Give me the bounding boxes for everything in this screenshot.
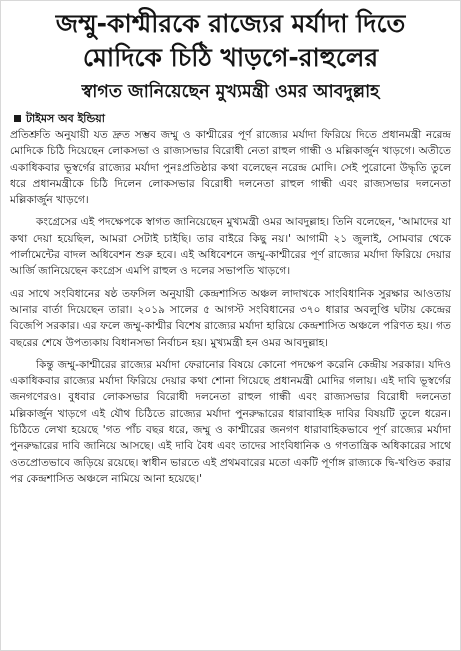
article-paragraph-2: কংগ্রেসের এই পদক্ষেপকে স্বাগত জানিয়েছেন মুখ্যমন্ত্রী ওমর আবদুল্লাহ। তিনি বলেছেন, 'আমাদের যা কথা দেয়া হয়েছিল, আমরা সেটাই চাইছি। তার বাইরে কিছু নয়।' আগামী ২১ জুলাই, সোমবার থেকে পার্লামেন্টের বাদল অধিবেশন শুরু হবে। এই অধিবেশনে জম্মু-কাশ্মীরের পূর্ণ রাজ্যের মর্যাদা ফিরিয়ে দেয়ার আর্জি জানিয়েছেন কংগ্রেস এমপি রাহুল ও দলের সভাপতি খাড়গে। [10,216,451,278]
headline-line-1: জম্মু-কাশ্মীরকে রাজ্যের মর্যাদা দিতে [55,9,406,38]
headline-line-2: মোদিকে চিঠি খাড়গে-রাহুলের [82,43,379,72]
square-bullet-icon [14,115,21,122]
article-paragraph-1: প্রতিশ্রুতি অনুযায়ী যত দ্রুত সম্ভব জম্মু ও কাশ্মীরের পূর্ণ রাজ্যের মর্যাদা ফিরিয়ে দিতে প্রধানমন্ত্রী নরেন্দ্র মোদিকে চিঠি দিয়েছেন লোকসভা ও রাজ্যসভার বিরোধী নেতা রাহুল গান্ধী ও মল্লিকার্জুন খাড়গে। অতীতে একাধিকবার ভূস্বর্গের রাজ্যের মর্যাদা পুনঃপ্রতিষ্ঠার কথা বলেছেন নরেন্দ্র মোদি। সেই পুরোনো উদ্ধৃতি তুলে ধরে প্রধানমন্ত্রীকে চিঠি দিলেন লোকসভার বিরোধী দলনেতা রাহুল গান্ধী এবং রাজ্যসভার দলনেতা মল্লিকার্জুন খাড়গে। [10,129,451,207]
subheadline: স্বাগত জানিয়েছেন মুখ্যমন্ত্রী ওমর আবদুল্লাহ [81,82,380,102]
article-paragraph-3: এর সাথে সংবিধানের ষষ্ঠ তফসিল অনুযায়ী কেন্দ্রশাসিত অঞ্চল লাদাখকে সাংবিধানিক সুরক্ষার আওতায় আনার বার্তা দিয়েছেন তারা। ২০১৯ সালের ৫ আগস্ট সংবিধানের ৩৭০ ধারার অবলুপ্তি ঘটায় কেন্দ্রের বিজেপি সরকার। এর ফলে জম্মু-কাশ্মীর বিশেষ রাজ্যের মর্যাদা হারিয়ে কেন্দ্রশাসিত অঞ্চলে পরিণত হয়। গত বছরের শেষে উপত্যকায় বিধানসভা নির্বাচন হয়। মুখ্যমন্ত্রী হন ওমর আবদুল্লাহ। [10,287,451,349]
byline [14,111,451,126]
article-paragraph-4: কিন্তু জম্মু-কাশ্মীরের রাজ্যের মর্যাদা ফেরানোর বিষয়ে কোনো পদক্ষেপ করেনি কেন্দ্রীয় সরকার। যদিও একাধিকবার রাজ্যের মর্যাদা ফিরিয়ে দেয়ার কথা শোনা গিয়েছে প্রধানমন্ত্রী মোদির গলায়। এই দাবি ভূস্বর্গের জনগণেরও। বুধবার লোকসভার বিরোধী দলনেতা রাহুল গান্ধী এবং রাজ্যসভার বিরোধী দলনেতা মল্লিকার্জুন খাড়গে এই যৌথ চিঠিতে রাজ্যের মর্যাদা পুনরুদ্ধারের ধারাবাহিক দাবির বিষয়টি তুলে ধরেন। চিঠিতে লেখা হয়েছে 'গত পাঁচ বছর ধরে, জম্মু ও কাশ্মীরের জনগণ ধারাবাহিকভাবে পূর্ণ রাজ্যের মর্যাদা পুনরুদ্ধারের দাবি জানিয়ে আসছে। এই দাবি বৈধ এবং তাদের সাংবিধানিক ও গণতান্ত্রিক অধিকারের সাথে ওতপ্রোতভাবে জড়িয়ে রয়েছে। স্বাধীন ভারতে এই প্রথমবারের মতো একটি পূর্ণাঙ্গ রাজ্যকে দ্বি-খণ্ডিত করার পর কেন্দ্রশাসিত অঞ্চলে নামিয়ে আনা হয়েছে।' [10,358,451,485]
byline-source: টাইমস অব ইন্ডিয়া [26,112,105,125]
